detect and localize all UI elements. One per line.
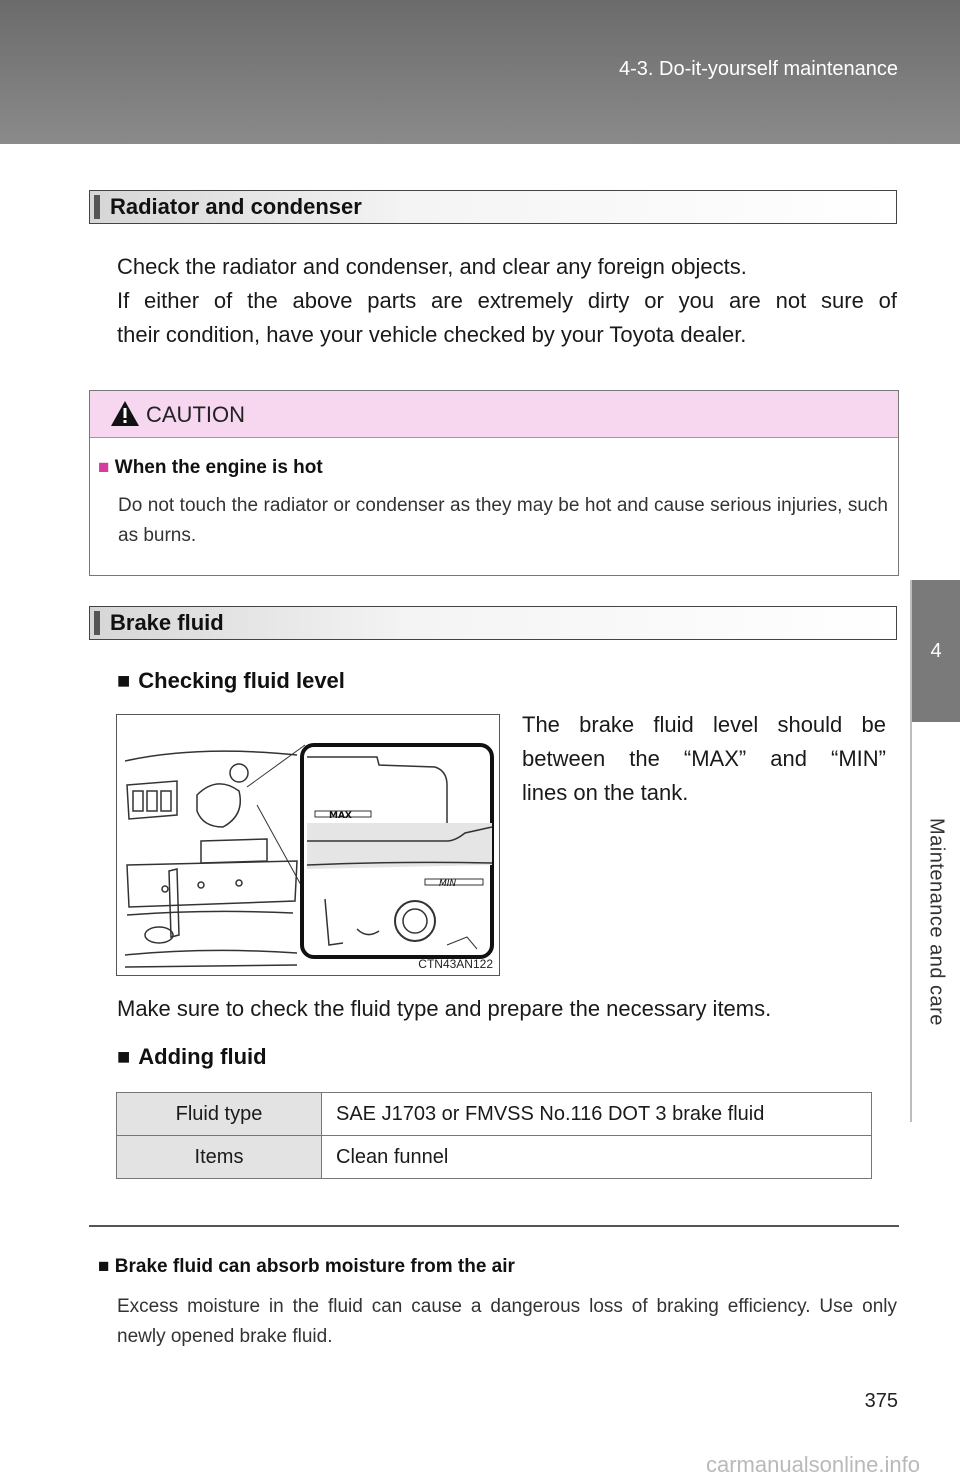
prepare-text: Make sure to check the fluid type and prepare the necessary items.: [117, 996, 772, 1021]
radiator-line-3: their condition, have your vehicle checked by your Toyota dealer.: [117, 322, 747, 347]
fluid-table: [116, 1092, 872, 1179]
table-cell-value: SAE J1703 or FMVSS No.116 DOT 3 brake fluid: [322, 1093, 872, 1136]
page-number: 375: [864, 1390, 898, 1412]
table-row: [117, 1136, 872, 1179]
adding-heading: [117, 1044, 267, 1070]
chapter-side-label: [912, 722, 960, 1122]
max-line-label: MAX: [329, 811, 352, 821]
table-cell-label: Items: [117, 1136, 322, 1179]
checking-text-1: The brake fluid level should be: [522, 712, 886, 737]
table-cell-value: Clean funnel: [322, 1136, 872, 1179]
warning-triangle-icon: [110, 400, 140, 427]
note-heading-text: Brake fluid can absorb moisture from the air: [114, 1256, 515, 1277]
note-heading: [98, 1256, 515, 1278]
checking-text-2: between the “MAX” and “MIN”: [522, 746, 886, 771]
chapter-title: Maintenance and care: [925, 818, 948, 1026]
table-row: [117, 1093, 872, 1136]
radiator-heading: Radiator and condenser: [110, 194, 362, 219]
square-bullet-icon: ■: [98, 1256, 110, 1277]
caution-header: [90, 391, 898, 438]
chapter-tab[interactable]: 4: [912, 580, 960, 722]
caution-subheading: [98, 457, 323, 479]
square-bullet-icon: ■: [117, 1044, 131, 1069]
caution-subheading-text: When the engine is hot: [114, 457, 323, 478]
caution-box: [89, 390, 899, 576]
checking-heading: [117, 668, 345, 694]
brake-heading: Brake fluid: [110, 610, 224, 635]
brake-fluid-figure: [116, 714, 500, 976]
radiator-line-2: If either of the above parts are extremely dirty or you are not sure of: [117, 288, 897, 313]
checking-heading-text: Checking fluid level: [138, 668, 345, 693]
brake-reservoir-illustration: [117, 715, 499, 975]
note-body: Excess moisture in the fluid can cause a dangerous loss of braking efficiency. Use only newly opened brake fluid.: [117, 1296, 897, 1347]
radiator-line-1: Check the radiator and condenser, and clear any foreign objects.: [117, 254, 747, 279]
caution-title: CAUTION: [146, 402, 245, 427]
checking-text-3: lines on the tank.: [522, 780, 689, 805]
section-title: 4-3. Do-it-yourself maintenance: [618, 58, 898, 80]
section-heading-brake: [89, 606, 897, 640]
square-bullet-icon: ■: [98, 457, 110, 478]
square-bullet-icon: ■: [117, 668, 131, 693]
section-heading-radiator: [89, 190, 897, 224]
watermark: carmanualsonline.info: [705, 1452, 920, 1477]
min-line-label: MIN: [439, 879, 457, 889]
adding-heading-text: Adding fluid: [138, 1044, 267, 1069]
magnified-reservoir: [302, 745, 492, 957]
notes-divider: [89, 1225, 899, 1227]
table-cell-label: Fluid type: [117, 1093, 322, 1136]
caution-body: Do not touch the radiator or condenser as they may be hot and cause serious injuries, such as burns.: [118, 495, 888, 546]
figure-code: CTN43AN122: [418, 957, 493, 971]
